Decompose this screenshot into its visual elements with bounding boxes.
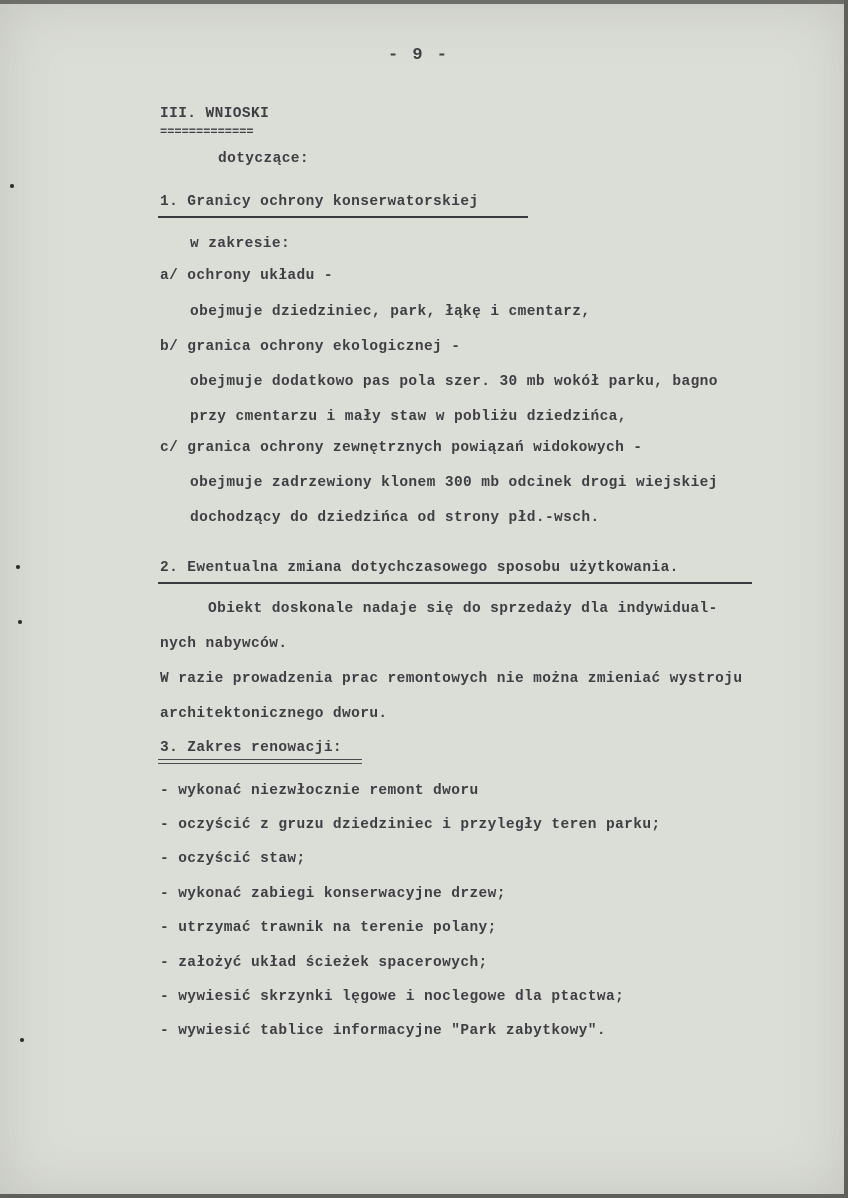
item-c-label: c/ granica ochrony zewnętrznych powiązań widokowych - [160, 440, 643, 456]
section3-title: 3. Zakres renowacji: [160, 740, 343, 756]
punch-mark [18, 620, 22, 624]
item-a-label: a/ ochrony układu - [160, 268, 333, 284]
item-a-line: obejmuje dziedziniec, park, łąkę i cmentarz, [190, 304, 591, 320]
list-item: - oczyścić staw; [160, 851, 306, 867]
section-heading: III. WNIOSKI [160, 106, 270, 122]
section1-intro: w zakresie: [190, 236, 291, 252]
section3-underline [158, 759, 362, 760]
item-b-line: obejmuje dodatkowo pas pola szer. 30 mb wokół parku, bagno [190, 374, 718, 390]
punch-mark [16, 565, 20, 569]
section2-underline [158, 582, 752, 584]
page-edge-top [0, 0, 848, 4]
page-number: - 9 - [388, 46, 450, 65]
list-item: - wykonać niezwłocznie remont dworu [160, 783, 479, 799]
item-c-line: dochodzący do dziedzińca od strony płd.-wsch. [190, 510, 600, 526]
punch-mark [10, 184, 14, 188]
page-edge-right [844, 0, 848, 1198]
item-c-line: obejmuje zadrzewiony klonem 300 mb odcinek drogi wiejskiej [190, 475, 718, 491]
item-b-label: b/ granica ochrony ekologicznej - [160, 339, 461, 355]
page-edge-bottom [0, 1194, 848, 1198]
list-item: - wykonać zabiegi konserwacyjne drzew; [160, 886, 506, 902]
punch-mark [20, 1038, 24, 1042]
list-item: - oczyścić z gruzu dziedziniec i przyległy teren parku; [160, 817, 661, 833]
list-item: - wywiesić skrzynki lęgowe i noclegowe dla ptactwa; [160, 989, 625, 1005]
list-item: - założyć układ ścieżek spacerowych; [160, 955, 488, 971]
section1-underline [158, 216, 528, 218]
section2-line: nych nabywców. [160, 636, 288, 652]
section3-underline [158, 763, 362, 764]
item-b-line: przy cmentarzu i mały staw w pobliżu dziedzińca, [190, 409, 627, 425]
section2-line: W razie prowadzenia prac remontowych nie można zmieniać wystroju [160, 671, 743, 687]
section2-line: Obiekt doskonale nadaje się do sprzedaży dla indywidual- [208, 601, 718, 617]
list-item: - utrzymać trawnik na terenie polany; [160, 920, 497, 936]
list-item: - wywiesić tablice informacyjne "Park zabytkowy". [160, 1023, 606, 1039]
subheading: dotyczące: [218, 151, 310, 167]
heading-underline: ============= [160, 125, 254, 139]
section2-title: 2. Ewentualna zmiana dotychczasowego sposobu użytkowania. [160, 560, 679, 576]
section1-title: 1. Granicy ochrony konserwatorskiej [160, 194, 479, 210]
section2-line: architektonicznego dworu. [160, 706, 388, 722]
